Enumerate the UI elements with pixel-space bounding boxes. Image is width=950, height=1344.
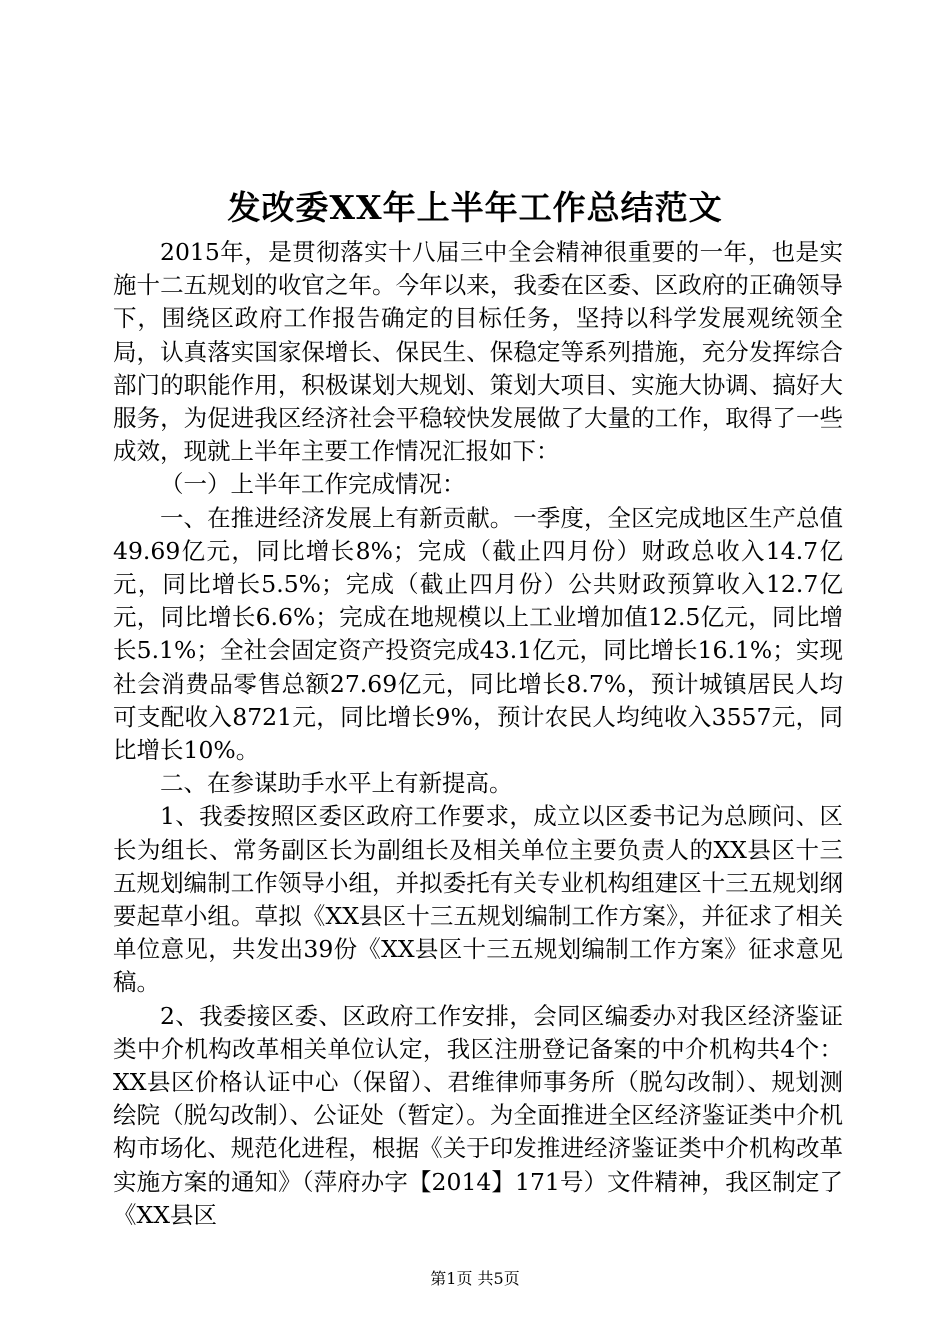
paragraph-economic-development: 一、在推进经济发展上有新贡献。一季度，全区完成地区生产总值49.69亿元，同比增长8%；完成（截止四月份）财政总收入14.7亿元，同比增长5.5%；完成（截止四月份）公共财政预算收入12.7亿元，同比增长6.6%；完成在地规模以上工业增加值12.5亿元，同比增长5.1%；全社会固定资产投资完成43.1亿元，同比增长16.1%；实现社会消费品零售总额27.69亿元，同比增长8.7%，预计城镇居民人均可支配收入8721元，同比增长9%，预计农民人均纯收入3557元，同比增长10%。 xyxy=(113,503,843,765)
paragraph-section-heading: （一）上半年工作完成情况： xyxy=(160,470,466,499)
document-title: 发改委XX年上半年工作总结范文 xyxy=(227,188,723,227)
paragraph-agency-reform-item-2: 2、我委接区委、区政府工作安排，会同区编委办对我区经济鉴证类中介机构改革相关单位认定，我区注册登记备案的中介机构共4个：XX县区价格认证中心（保留）、君维律师事务所（脱勾改制）、规划测绘院（脱勾改制）、公证处（暂定）。为全面推进全区经济鉴证类中介机构市场化、规范化进程，根据《关于印发推进经济鉴证类中介机构改革实施方案的通知》（萍府办字【2014】171号）文件精神，我区制定了《XX县区 xyxy=(113,1001,843,1229)
paragraph-planning-item-1: 1、我委按照区委区政府工作要求，成立以区委书记为总顾问、区长为组长、常务副区长为副组长及相关单位主要负责人的XX县区十三五规划编制工作领导小组，并拟委托有关专业机构组建区十三五规划纲要起草小组。草拟《XX县区十三五规划编制工作方案》，并征求了相关单位意见，共发出39份《XX县区十三五规划编制工作方案》征求意见稿。 xyxy=(113,802,843,997)
paragraph-advisory-heading: 二、在参谋助手水平上有新提高。 xyxy=(160,769,513,798)
document-body xyxy=(113,236,843,1232)
page-footer: 第1页 共5页 xyxy=(430,1269,520,1288)
paragraph-intro: 2015年，是贯彻落实十八届三中全会精神很重要的一年，也是实施十二五规划的收官之年。今年以来，我委在区委、区政府的正确领导下，围绕区政府工作报告确定的目标任务，坚持以科学发展观统领全局，认真落实国家保增长、保民生、保稳定等系列措施，充分发挥综合部门的职能作用，积极谋划大规划、策划大项目、实施大协调、搞好大服务，为促进我区经济社会平稳较快发展做了大量的工作，取得了一些成效，现就上半年主要工作情况汇报如下： xyxy=(113,238,843,466)
